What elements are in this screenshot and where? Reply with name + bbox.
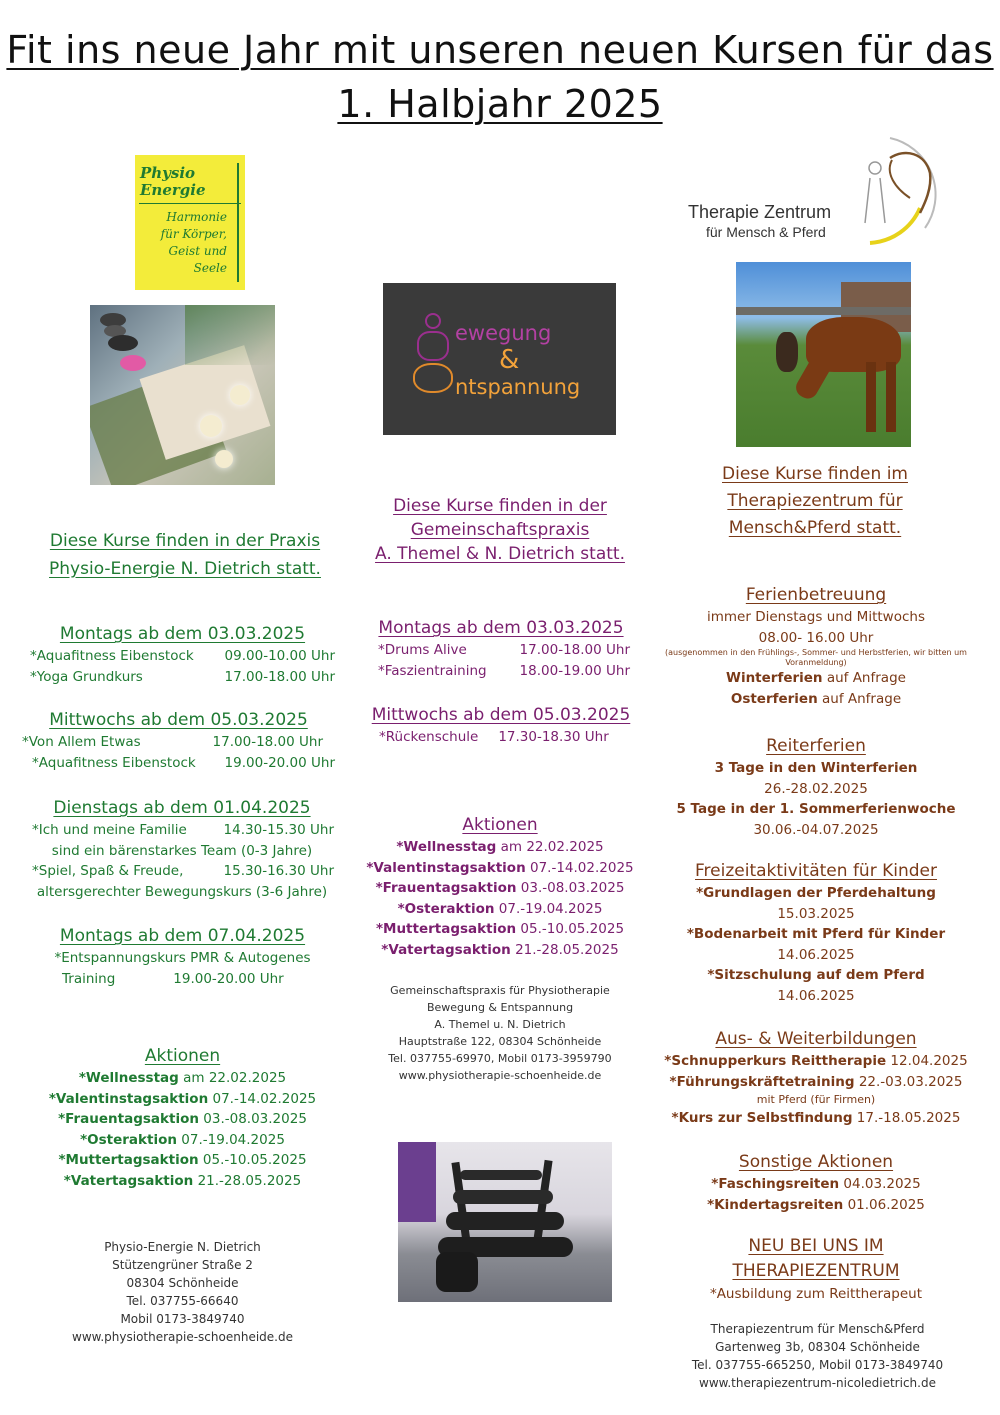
right-contact-line3: Tel. 037755-665250, Mobil 0173-3849740 (691, 1358, 944, 1372)
middle-block-1-row-2-time: 18.00-19.00 Uhr (519, 662, 630, 679)
aus-item-3: *Kurs zur Selbstfindung 17.-18.05.2025 (671, 1110, 961, 1126)
logo-tag1: Harmonie (166, 210, 227, 224)
reiter-line3: 5 Tage in der 1. Sommerferienwoche (676, 801, 956, 817)
buddha-icon (413, 313, 453, 398)
neu-line: *Ausbildung zum Reittherapeut (709, 1286, 923, 1302)
ferien-line1: immer Dienstags und Mittwochs (707, 609, 925, 625)
left-block-3 (22, 796, 342, 902)
middle-aktionen (350, 813, 650, 960)
left-block-3-sub1: sind ein bärenstarkes Team (0-3 Jahre) (51, 842, 313, 859)
left-contact-line2: Stützengrüner Straße 2 (112, 1258, 253, 1272)
reiter-line2: 26.-28.02.2025 (764, 780, 868, 797)
left-aktion-6: *Vatertagsaktion 21.-28.05.2025 (63, 1172, 302, 1189)
aus-sub: mit Pferd (für Firmen) (756, 1093, 876, 1106)
left-contact-line3: 08304 Schönheide (126, 1276, 239, 1290)
left-contact-line4: Tel. 037755-66640 (126, 1294, 239, 1308)
reiter-line1: 3 Tage in den Winterferien (714, 760, 918, 776)
middle-aktion-4: *Osteraktion 07.-19.04.2025 (397, 900, 603, 917)
left-block-4 (30, 924, 335, 989)
left-block-4-line1: *Entspannungskurs PMR & Autogenes (54, 950, 311, 966)
left-block-2-heading: Mittwochs ab dem 05.03.2025 (49, 710, 308, 730)
left-column (10, 527, 360, 583)
middle-block-2-row-1-time: 17.30-18.30 Uhr (498, 729, 609, 745)
middle-block-2-row-1-name: *Rückenschule (379, 729, 479, 745)
left-block-1-row-1-name: *Aquafitness Eibenstock (30, 648, 194, 664)
middle-contact-line4: Hauptstraße 122, 08304 Schönheide (398, 1035, 602, 1048)
freizeit-date1: 15.03.2025 (777, 905, 855, 922)
reiter-heading: Reiterferien (766, 736, 866, 756)
middle-intro (355, 494, 645, 566)
right-reiterferien (655, 734, 977, 840)
freizeit-line1: *Grundlagen der Pferdehaltung (696, 885, 936, 901)
ferien-note: (ausgenommen in den Frühlings-, Sommer- und Herbstferien, wir bitten um Voranmeldung) (665, 648, 967, 667)
sonstige-item-1: *Faschingsreiten 04.03.2025 (711, 1176, 921, 1192)
left-block-1-row-2-name: *Yoga Grundkurs (30, 668, 143, 685)
middle-aktion-1: *Wellnesstag am 22.02.2025 (396, 839, 604, 855)
sonstige-heading: Sonstige Aktionen (738, 1152, 894, 1172)
logo-physio: Physio (140, 164, 196, 182)
left-block-2-row-2-time: 19.00-20.00 Uhr (224, 754, 335, 771)
entspannung-word: ntspannung (455, 375, 581, 399)
middle-contact-website[interactable]: www.physiotherapie-schoenheide.de (398, 1069, 602, 1082)
left-block-3-row-1-time: 14.30-15.30 Uhr (223, 822, 334, 838)
left-aktion-2: *Valentinstagsaktion 07.-14.02.2025 (48, 1090, 317, 1107)
middle-contact-line5: Tel. 037755-69970, Mobil 0173-3959790 (388, 1052, 612, 1065)
left-aktion-1: *Wellnesstag am 22.02.2025 (78, 1070, 287, 1086)
freizeit-line3: *Sitzschulung auf dem Pferd (707, 967, 925, 983)
right-ferienbetreuung (655, 583, 977, 709)
logo-tag3: Geist und (168, 244, 227, 258)
left-intro-line2: Physio-Energie N. Dietrich statt. (49, 559, 321, 579)
middle-block-2-heading: Mittwochs ab dem 05.03.2025 (371, 705, 631, 725)
middle-contact-line1: Gemeinschaftspraxis für Physiotherapie (390, 984, 610, 997)
left-aktion-3: *Frauentagsaktion 03.-08.03.2025 (58, 1111, 307, 1127)
left-block-4-line2b: 19.00-20.00 Uhr (173, 970, 284, 987)
aus-item-2: *Führungskräftetraining 22.-03.03.2025 (669, 1073, 963, 1090)
page-title-line1: Fit ins neue Jahr mit unseren neuen Kursen für das (6, 28, 994, 72)
therapie-logo-line1: Therapie Zentrum (688, 202, 832, 222)
left-block-1-row-1-time: 09.00-10.00 Uhr (224, 648, 335, 664)
neu-heading1: NEU BEI UNS IM (748, 1236, 884, 1256)
neu-heading2: THERAPIEZENTRUM (732, 1261, 900, 1281)
left-block-1-row-2-time: 17.00-18.00 Uhr (224, 668, 335, 685)
left-block-3-row-2-name: *Spiel, Spaß & Freude, (32, 863, 184, 879)
bewegung-word: ewegung (455, 321, 552, 345)
therapie-logo-line2: für Mensch & Pferd (706, 224, 826, 240)
freizeit-date3: 14.06.2025 (777, 987, 855, 1004)
middle-contact (355, 982, 645, 1084)
sonstige-item-2: *Kindertagsreiten 01.06.2025 (707, 1196, 925, 1213)
freizeit-date2: 14.06.2025 (777, 946, 855, 963)
logo-tag2: für Körper, (160, 227, 227, 241)
middle-aktion-2: *Valentinstagsaktion 07.-14.02.2025 (366, 859, 634, 876)
page-title-line2: 1. Halbjahr 2025 (337, 82, 663, 126)
dumbbell-photo (398, 1142, 612, 1302)
physio-energie-logo (135, 155, 245, 290)
left-block-4-line2a: Training (62, 970, 116, 987)
left-block-3-row-2-time: 15.30-16.30 Uhr (223, 863, 334, 879)
right-sonstige (655, 1150, 977, 1215)
middle-block-1-row-1-time: 17.00-18.00 Uhr (519, 642, 630, 658)
bewegung-amp: & (499, 345, 520, 375)
right-freizeit (655, 859, 977, 1006)
left-block-3-row-1-name: *Ich und meine Familie (32, 822, 187, 838)
left-aktion-4: *Osteraktion 07.-19.04.2025 (80, 1131, 285, 1148)
middle-aktion-5: *Muttertagsaktion 05.-10.05.2025 (375, 921, 625, 937)
left-aktionen-heading: Aktionen (144, 1046, 221, 1066)
horse-photo (736, 262, 911, 447)
left-block-1-heading: Montags ab dem 03.03.2025 (59, 624, 306, 644)
right-intro-line1: Diese Kurse finden im (722, 464, 908, 484)
middle-aktionen-heading: Aktionen (462, 815, 538, 835)
left-block-3-heading: Dienstags ab dem 01.04.2025 (53, 798, 311, 818)
left-contact (40, 1238, 325, 1346)
wellness-photo (90, 305, 275, 485)
right-neu (655, 1234, 977, 1305)
left-contact-line1: Physio-Energie N. Dietrich (104, 1240, 261, 1254)
left-block-2 (22, 708, 335, 773)
middle-block-2 (365, 703, 637, 748)
right-contact-website[interactable]: www.therapiezentrum-nicoledietrich.de (699, 1376, 936, 1390)
ferien-winter: Winterferien auf Anfrage (726, 670, 906, 686)
left-aktion-5: *Muttertagsaktion 05.-10.05.2025 (58, 1152, 307, 1168)
therapiezentrum-logo (680, 128, 950, 253)
left-block-2-row-1-name: *Von Allem Etwas (22, 734, 141, 750)
left-contact-website[interactable]: www.physiotherapie-schoenheide.de (72, 1330, 293, 1344)
middle-intro-line3: A. Themel & N. Dietrich statt. (375, 544, 625, 564)
right-intro-line3: Mensch&Pferd statt. (728, 518, 902, 538)
logo-energie: Energie (140, 181, 206, 199)
left-block-3-sub2: altersgerechter Bewegungskurs (3-6 Jahre) (36, 883, 328, 900)
right-contact-line2: Gartenweg 3b, 08304 Schönheide (715, 1340, 920, 1354)
left-block-2-row-2-name: *Aquafitness Eibenstock (32, 754, 196, 771)
middle-contact-line3: A. Themel u. N. Dietrich (434, 1018, 566, 1031)
left-block-1 (30, 622, 335, 687)
middle-aktion-3: *Frauentagsaktion 03.-08.03.2025 (375, 880, 625, 896)
bewegung-entspannung-logo (383, 283, 616, 435)
logo-tag4: Seele (193, 261, 227, 275)
right-intro (680, 461, 950, 542)
right-ausbildungen (655, 1027, 977, 1129)
left-aktionen (10, 1044, 355, 1191)
left-block-2-row-1-time: 17.00-18.00 Uhr (212, 734, 323, 750)
left-block-4-heading: Montags ab dem 07.04.2025 (59, 926, 306, 946)
middle-contact-line2: Bewegung & Entspannung (426, 1001, 574, 1014)
freizeit-heading: Freizeitaktivitäten für Kinder (695, 861, 937, 881)
middle-block-1 (372, 616, 630, 681)
freizeit-line2: *Bodenarbeit mit Pferd für Kinder (686, 926, 946, 942)
middle-block-1-row-1-name: *Drums Alive (378, 642, 467, 658)
aus-item-1: *Schnupperkurs Reittherapie 12.04.2025 (664, 1053, 968, 1069)
right-intro-line2: Therapiezentrum für (727, 491, 903, 511)
reiter-line4: 30.06.-04.07.2025 (753, 821, 879, 838)
middle-intro-line1: Diese Kurse finden in der (393, 496, 607, 516)
left-intro-line1: Diese Kurse finden in der Praxis (49, 531, 321, 551)
right-contact (665, 1320, 970, 1392)
left-contact-line5: Mobil 0173-3849740 (120, 1312, 245, 1326)
ferien-oster: Osterferien auf Anfrage (730, 690, 902, 707)
middle-block-1-row-2-name: *Faszientraining (378, 662, 487, 679)
ferien-heading: Ferienbetreuung (745, 585, 887, 605)
middle-block-1-heading: Montags ab dem 03.03.2025 (378, 618, 624, 638)
aus-heading: Aus- & Weiterbildungen (715, 1029, 917, 1049)
right-contact-line1: Therapiezentrum für Mensch&Pferd (710, 1322, 925, 1336)
ferien-line2: 08.00- 16.00 Uhr (758, 629, 874, 646)
middle-intro-line2: Gemeinschaftspraxis (410, 520, 590, 540)
middle-aktion-6: *Vatertagsaktion 21.-28.05.2025 (381, 941, 619, 958)
